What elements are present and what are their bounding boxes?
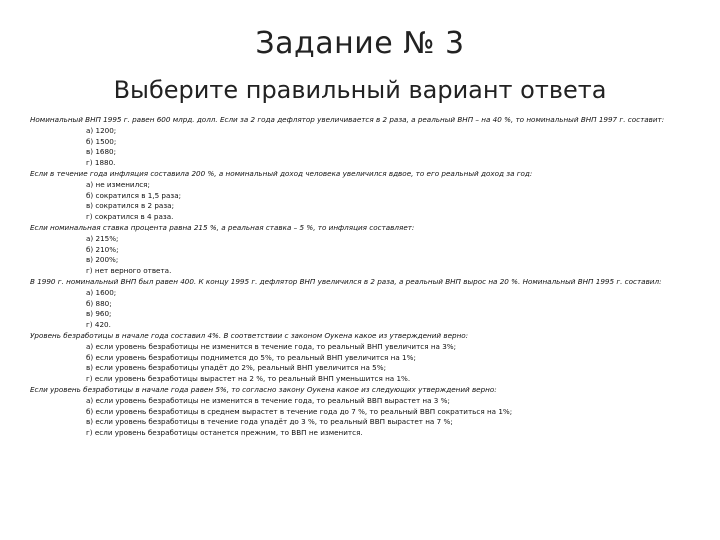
answer-option: в) 960; (86, 309, 112, 319)
answer-option: г) если уровень безработицы вырастет на 2 %, то реальный ВНП уменьшится на 1%. (86, 374, 411, 384)
question-3 (30, 223, 680, 277)
question-text: В 1990 г. номинальный ВНП был равен 400. К концу 1995 г. дефлятор ВНП увеличился в 2 раза, а реальный ВНП вырос на 20 %. Номинальный ВНП 1995 г. составил: (30, 276, 662, 286)
answer-option: г) если уровень безработицы останется прежним, то ВВП не изменится. (86, 428, 363, 438)
question-text: Если уровень безработицы в начале года равен 5%, то согласно закону Оукена какое из следующих утверждений верно: (30, 384, 497, 394)
question-4 (30, 277, 680, 331)
answer-option: б) если уровень безработицы поднимется до 5%, то реальный ВНП увеличится на 1%; (86, 352, 416, 362)
question-1 (30, 115, 680, 169)
answer-option: б) 210%; (86, 244, 119, 254)
question-6 (30, 385, 680, 439)
answer-option: б) сократился в 1,5 раза; (86, 190, 182, 200)
answer-option: а) 1600; (86, 287, 117, 297)
slide-subtitle: Выберите правильный вариант ответа (113, 76, 607, 104)
answer-option: а) 215%; (86, 233, 119, 243)
answer-option: г) сократился в 4 раза. (86, 212, 174, 222)
question-5 (30, 331, 680, 385)
question-text: Уровень безработицы в начале года составил 4%. В соответствии с законом Оукена какое из утверждений верно: (30, 330, 469, 340)
answer-option: а) 1200; (86, 125, 117, 135)
answer-option: в) 1680; (86, 147, 117, 157)
question-text: Номинальный ВНП 1995 г. равен 600 млрд. долл. Если за 2 года дефлятор увеличивается в 2 раза, а реальный ВНП – на 40 %, то номинальный ВНП 1997 г. составит: (30, 115, 665, 124)
answer-option: б) 1500; (86, 136, 117, 146)
question-text: Если в течение года инфляция составила 200 %, а номинальный доход человека увеличился вдвое, то его реальный доход за год: (30, 168, 533, 178)
question-text: Если номинальная ставка процента равна 215 %, а реальная ставка – 5 %, то инфляция составляет: (30, 222, 415, 232)
answer-option: а) если уровень безработицы не изменится в течение года, то реальный ВВП вырастет на 3 %; (86, 395, 450, 405)
answer-option: а) не изменился; (86, 179, 150, 189)
answer-option: г) нет верного ответа. (86, 266, 172, 276)
answer-option: а) если уровень безработицы не изменится в течение года, то реальный ВНП увеличится на 3%; (86, 341, 457, 351)
question-2 (30, 169, 680, 223)
answer-option: в) если уровень безработицы упадёт до 2%, реальный ВНП увеличится на 5%; (86, 363, 386, 373)
answer-option: г) 420. (86, 320, 111, 330)
questions-list (30, 115, 680, 439)
answer-option: в) сократился в 2 раза; (86, 201, 174, 211)
answer-option: в) если уровень безработицы в течение года упадёт до 3 %, то реальный ВВП вырастет на 7 %; (86, 417, 453, 427)
answer-option: б) если уровень безработицы в среднем вырастет в течение года до 7 %, то реальный ВВП сократиться на 1%; (86, 406, 513, 416)
slide-title: Задание № 3 (255, 26, 465, 61)
answer-option: б) 880; (86, 298, 112, 308)
answer-option: г) 1880. (86, 158, 116, 168)
answer-option: в) 200%; (86, 255, 119, 265)
